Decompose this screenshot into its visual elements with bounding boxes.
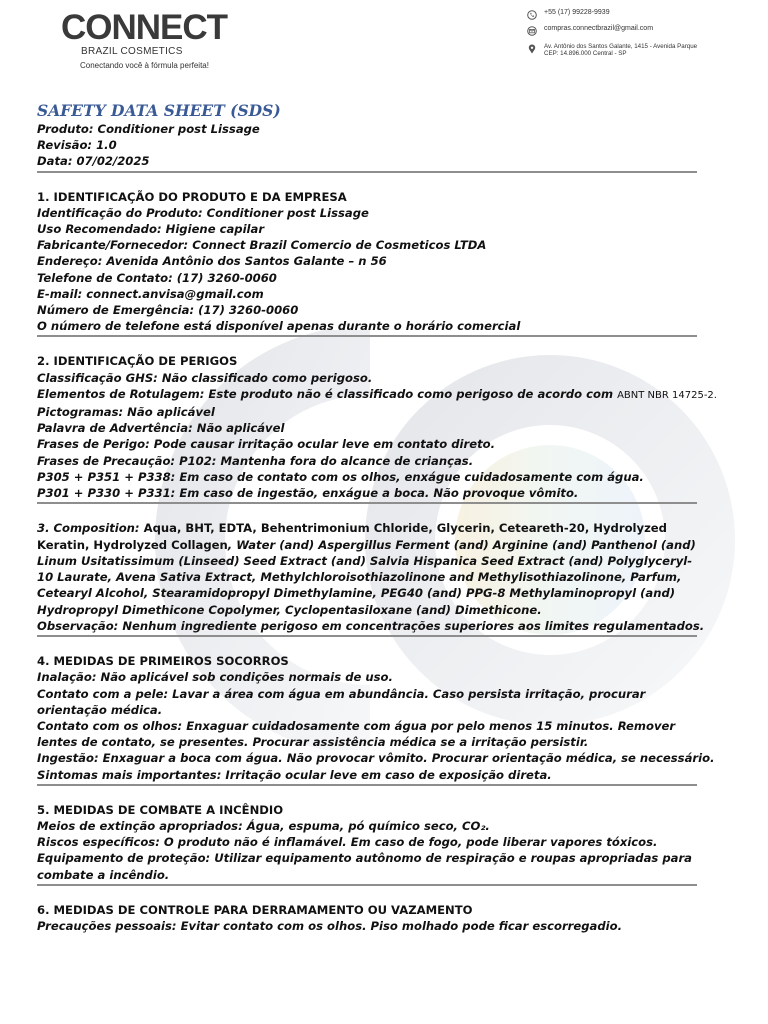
mail-icon (527, 26, 537, 36)
section-6-heading: 6. MEDIDAS DE CONTROLE PARA DERRAMAMENTO OU VAZAMENTO (37, 902, 473, 917)
contact-email (527, 25, 653, 36)
s2-line: Frases de Precaução: P102: Mantenha fora do alcance de crianças. (37, 453, 474, 468)
s2-line: Pictogramas: Não aplicável (37, 405, 215, 420)
s4-line: Inalação: Não aplicável sob condições normais de uso. (37, 670, 393, 685)
s1-line: Fabricante/Fornecedor: Connect Brazil Comercio de Cosmeticos LTDA (37, 238, 487, 253)
section-3-composition (37, 520, 697, 618)
logo-subtitle: BRAZIL COSMETICS (81, 46, 183, 57)
logo-wordmark: CONNECT (61, 8, 228, 47)
s2-line: P301 + P330 + P331: Em caso de ingestão, enxágue a boca. Não provoque vômito. (37, 486, 579, 501)
s1-line: Telefone de Contato: (17) 3260-0060 (37, 270, 277, 285)
section-3-heading: 3. Composition: (37, 521, 144, 536)
s4-line: Sintomas mais importantes: Irritação ocular leve em caso de exposição direta. (37, 767, 552, 782)
logo-tagline: Conectando você à fórmula perfeita! (80, 61, 209, 70)
section-4-body (37, 669, 715, 782)
s2-line: P305 + P351 + P338: Em caso de contato com os olhos, enxágue cuidadosamente com água. (37, 469, 644, 484)
section-4-heading: 4. MEDIDAS DE PRIMEIROS SOCORROS (37, 654, 289, 669)
date-line: Data: 07/02/2025 (37, 154, 150, 169)
section-5-heading: 5. MEDIDAS DE COMBATE A INCÊNDIO (37, 802, 284, 817)
composition-rest: , Water (and) Aspergillus Ferment (and) Arginine (and) Panthenol (and) Linum Usitatissimum (Linseed) Seed Extract (and) Salvia Hispanica Seed Extract (and) Polyglyceryl-10 Laurate, Avena Sativa Extract, Methylchloroisothiazolinone and Methylisothiazolinone, Parfum, Cetearyl Alcohol, Stearamidopropyl Dimethylamine, PEG40 (and) PPG-8 Methylaminopropyl (and) Hydropropyl Dimethicone Copolymer, Cyclopentasiloxane (and) Dimethicone. (37, 537, 696, 617)
s2-line: Palavra de Advertência: Não aplicável (37, 421, 285, 436)
norm-reference: ABNT NBR 14725-2. (617, 389, 717, 401)
product-line: Produto: Conditioner post Lissage (37, 122, 260, 136)
s5-line: Meios de extinção apropriados: Água, espuma, pó químico seco, CO₂. (37, 819, 490, 834)
contact-phone (527, 9, 610, 20)
s6-line: Precauções pessoais: Evitar contato com os olhos. Piso molhado pode ficar escorregadio. (37, 919, 623, 934)
s4-line: Contato com a pele: Lavar a área com água em abundância. Caso persista irritação, procurar orientação médica. (37, 686, 646, 717)
s1-line: O número de telefone está disponível apenas durante o horário comercial (37, 319, 521, 334)
s1-line: E-mail: connect.anvisa@gmail.com (37, 286, 264, 301)
revision-line: Revisão: 1.0 (37, 138, 117, 153)
composition-note: Observação: Nenhum ingrediente perigoso em concentrações superiores aos limites regulamentados. (37, 619, 705, 634)
email-text: compras.connectbrazil@gmail.com (544, 25, 654, 32)
s1-line: Número de Emergência: (17) 3260-0060 (37, 303, 299, 318)
section-2-heading: 2. IDENTIFICAÇÃO DE PERIGOS (37, 354, 238, 369)
s1-line: Uso Recomendado: Higiene capilar (37, 222, 265, 237)
location-pin-icon (527, 44, 537, 54)
s1-line: Identificação do Produto: Conditioner post Lissage (37, 205, 369, 220)
s2-line: Frases de Perigo: Pode causar irritação ocular leve em contato direto. (37, 437, 495, 452)
address-text: Av. Antônio dos Santos Galante, 1415 - Avenida Parque CEP: 14.896.000 Central - SP (544, 43, 698, 57)
contact-address (527, 43, 697, 57)
section-1-body (37, 205, 697, 335)
phone-text: +55 (17) 99228-9939 (544, 9, 610, 16)
company-logo (55, 6, 228, 70)
s1-line: Endereço: Avenida Antônio dos Santos Galante – n 56 (37, 254, 387, 269)
section-2-body (37, 370, 717, 502)
s4-line: Ingestão: Enxaguar a boca com água. Não provocar vômito. Procurar orientação médica, se necessário. (37, 751, 715, 766)
s5-line: Equipamento de proteção: Utilizar equipamento autônomo de respiração e roupas apropriadas para combate a incêndio. (37, 851, 693, 882)
section-6-body (37, 918, 697, 934)
s2-line: Elementos de Rotulagem: Este produto não é classificado como perigoso de acordo com ABNT NBR 14725-2. (37, 386, 717, 401)
document-title: SAFETY DATA SHEET (SDS) (37, 101, 281, 120)
section-5-body (37, 818, 697, 883)
section-1-heading: 1. IDENTIFICAÇÃO DO PRODUTO E DA EMPRESA (37, 189, 347, 204)
s5-line: Riscos específicos: O produto não é inflamável. Em caso de fogo, pode liberar vapores tóxicos. (37, 835, 658, 850)
composition-primary: Aqua, BHT, EDTA, Behentrimonium Chloride, Glycerin, Ceteareth-20, Hydrolyzed Keratin, Hydrolyzed Collagen (37, 521, 667, 552)
sds-content (37, 100, 717, 934)
s4-line: Contato com os olhos: Enxaguar cuidadosamente com água por pelo menos 15 minutos. Remover lentes de contato, se presentes. Procurar assistência médica se a irritação persistir. (37, 719, 676, 750)
s2-line: Classificação GHS: Não classificado como perigoso. (37, 370, 373, 385)
phone-icon (527, 10, 537, 20)
